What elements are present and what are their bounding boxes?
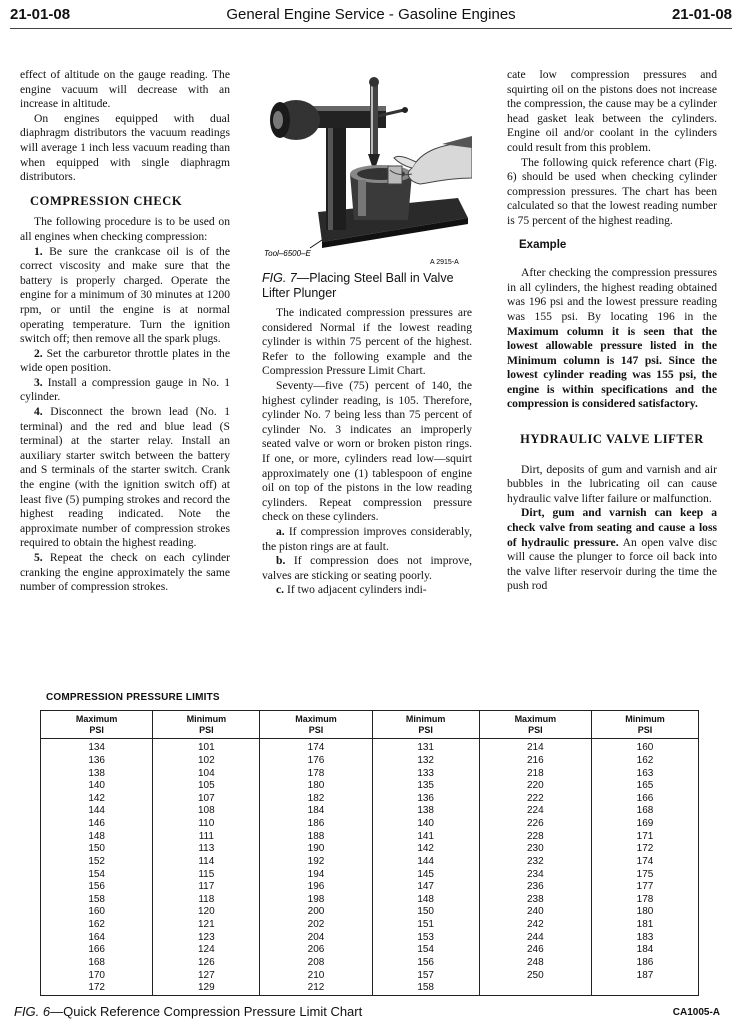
table-cell: 208 bbox=[260, 957, 372, 970]
table-cell: 226 bbox=[479, 818, 591, 831]
table-cell: 230 bbox=[479, 843, 591, 856]
table-cell: 170 bbox=[41, 970, 153, 983]
table-cell: 154 bbox=[372, 944, 479, 957]
table-cell: 177 bbox=[591, 881, 698, 894]
step-number: 3. bbox=[34, 375, 43, 389]
table-cell: 135 bbox=[372, 780, 479, 793]
column-header-line: Maximum bbox=[75, 714, 118, 724]
table-cell: 107 bbox=[153, 793, 260, 806]
column-2 bbox=[262, 306, 472, 598]
table-cell: 204 bbox=[260, 932, 372, 945]
table-cell: 151 bbox=[372, 919, 479, 932]
table-row bbox=[41, 805, 699, 818]
step-5 bbox=[20, 551, 230, 595]
table-cell: 156 bbox=[41, 881, 153, 894]
table-row bbox=[41, 906, 699, 919]
figure-6-caption bbox=[14, 1004, 362, 1019]
column-header-line: Maximum bbox=[295, 714, 337, 724]
table-row bbox=[41, 755, 699, 768]
table-cell: 168 bbox=[41, 957, 153, 970]
table-cell: 144 bbox=[372, 856, 479, 869]
column-header-line: PSI bbox=[199, 725, 214, 735]
example-heading: Example bbox=[519, 238, 567, 251]
page-header bbox=[10, 6, 732, 29]
table-row bbox=[41, 768, 699, 781]
table-cell: 148 bbox=[41, 831, 153, 844]
table-cell: 180 bbox=[591, 906, 698, 919]
figure-7-tool-label: Tool–6500–E bbox=[264, 249, 311, 258]
item-text: If compression improves considerably, the piston rings are at fault. bbox=[262, 524, 472, 553]
table-cell: 238 bbox=[479, 894, 591, 907]
table-cell: 123 bbox=[153, 932, 260, 945]
table-cell: 150 bbox=[372, 906, 479, 919]
table-cell: 184 bbox=[591, 944, 698, 957]
paragraph-text: An open valve disc will cause the plunger to force oil back into the valve lifter reservoir during the time the push rod bbox=[507, 535, 717, 593]
table-cell: 180 bbox=[260, 780, 372, 793]
table-cell: 194 bbox=[260, 869, 372, 882]
table-cell: 181 bbox=[591, 919, 698, 932]
figure-6-caption-text: —Quick Reference Compression Pressure Limit Chart bbox=[50, 1004, 363, 1019]
table-cell: 131 bbox=[372, 739, 479, 755]
table-cell: 124 bbox=[153, 944, 260, 957]
table-cell: 165 bbox=[591, 780, 698, 793]
column-header bbox=[260, 711, 372, 739]
table-cell: 162 bbox=[591, 755, 698, 768]
step-text: Install a compression gauge in No. 1 cylinder. bbox=[20, 375, 230, 404]
table-cell: 188 bbox=[260, 831, 372, 844]
table-cell: 121 bbox=[153, 919, 260, 932]
table-cell: 113 bbox=[153, 843, 260, 856]
step-text: Set the carburetor throttle plates in the wide open position. bbox=[20, 346, 230, 375]
table-cell: 246 bbox=[479, 944, 591, 957]
table-cell: 144 bbox=[41, 805, 153, 818]
column-header-line: Minimum bbox=[405, 714, 446, 724]
table-cell: 115 bbox=[153, 869, 260, 882]
table-cell: 127 bbox=[153, 970, 260, 983]
item-a bbox=[262, 525, 472, 554]
table-cell: 196 bbox=[260, 881, 372, 894]
paragraph: Dirt, deposits of gum and varnish and air bubbles in the lubricating oil can cause hydraulic valve lifter failure or malfunction. bbox=[507, 462, 717, 505]
table-cell: 202 bbox=[260, 919, 372, 932]
table-cell: 250 bbox=[479, 970, 591, 983]
table-cell: 150 bbox=[41, 843, 153, 856]
table-cell: 158 bbox=[372, 982, 479, 995]
figure-7-illustration bbox=[262, 70, 472, 268]
table-cell: 129 bbox=[153, 982, 260, 995]
table-cell: 178 bbox=[260, 768, 372, 781]
table-cell bbox=[591, 982, 698, 995]
table-cell: 114 bbox=[153, 856, 260, 869]
table-cell: 187 bbox=[591, 970, 698, 983]
table-cell: 222 bbox=[479, 793, 591, 806]
table-cell: 163 bbox=[591, 768, 698, 781]
paragraph: The following quick reference chart (Fig. 6) should be used when checking cylinder compression pressures. The chart has been calculated so that the lowest reading number is 75 percent of the highest reading. bbox=[507, 155, 717, 227]
table-row bbox=[41, 957, 699, 970]
table-cell: 212 bbox=[260, 982, 372, 995]
page-title: General Engine Service - Gasoline Engines bbox=[226, 6, 516, 23]
table-cell: 175 bbox=[591, 869, 698, 882]
paragraph: effect of altitude on the gauge reading. The engine vacuum will decrease with an increase in altitude. bbox=[20, 68, 230, 111]
table-cell: 174 bbox=[260, 739, 372, 755]
paragraph: The indicated compression pressures are considered Normal if the lowest reading cylinder is within 75 percent of the highest. Refer to the following example and the Compression Pressure Limit Chart. bbox=[262, 306, 472, 378]
table-row bbox=[41, 944, 699, 957]
table-row bbox=[41, 793, 699, 806]
compression-pressure-limits-table bbox=[40, 710, 699, 996]
column-header bbox=[479, 711, 591, 739]
table-cell bbox=[479, 982, 591, 995]
table-cell: 148 bbox=[372, 894, 479, 907]
step-number: 1. bbox=[34, 244, 43, 258]
table-cell: 146 bbox=[41, 818, 153, 831]
table-cell: 190 bbox=[260, 843, 372, 856]
table-row bbox=[41, 843, 699, 856]
table-cell: 101 bbox=[153, 739, 260, 755]
table-cell: 244 bbox=[479, 932, 591, 945]
table-cell: 111 bbox=[153, 831, 260, 844]
table-cell: 147 bbox=[372, 881, 479, 894]
table-header-row bbox=[41, 711, 699, 739]
item-label: a. bbox=[276, 524, 285, 538]
table-cell: 172 bbox=[41, 982, 153, 995]
table-cell: 145 bbox=[372, 869, 479, 882]
table-cell: 105 bbox=[153, 780, 260, 793]
column-header-line: Minimum bbox=[186, 714, 227, 724]
table-cell: 140 bbox=[41, 780, 153, 793]
table-cell: 153 bbox=[372, 932, 479, 945]
column-header bbox=[372, 711, 479, 739]
table-cell: 138 bbox=[41, 768, 153, 781]
table-cell: 157 bbox=[372, 970, 479, 983]
table-row bbox=[41, 780, 699, 793]
table-cell: 164 bbox=[41, 932, 153, 945]
column-header-line: Maximum bbox=[514, 714, 557, 724]
paragraph bbox=[507, 266, 717, 412]
item-text: If two adjacent cylinders indi- bbox=[286, 583, 427, 597]
figure-7-art-code: A 2915-A bbox=[430, 259, 459, 266]
table-cell: 198 bbox=[260, 894, 372, 907]
table-cell: 220 bbox=[479, 780, 591, 793]
table-cell: 160 bbox=[591, 739, 698, 755]
table-cell: 156 bbox=[372, 957, 479, 970]
table-cell: 186 bbox=[260, 818, 372, 831]
table-cell: 186 bbox=[591, 957, 698, 970]
table-cell: 228 bbox=[479, 831, 591, 844]
section-heading-hydraulic-valve-lifter: HYDRAULIC VALVE LIFTER bbox=[520, 432, 704, 447]
step-2 bbox=[20, 347, 230, 376]
table-cell: 242 bbox=[479, 919, 591, 932]
item-label: c. bbox=[276, 583, 285, 597]
page-number-left: 21-01-08 bbox=[10, 6, 71, 23]
table-row bbox=[41, 856, 699, 869]
figure-7-caption bbox=[262, 271, 477, 301]
table-cell: 168 bbox=[591, 805, 698, 818]
column-header bbox=[41, 711, 153, 739]
column-3 bbox=[507, 68, 717, 594]
step-number: 5. bbox=[34, 551, 43, 564]
table-cell: 117 bbox=[153, 881, 260, 894]
table-cell: 141 bbox=[372, 831, 479, 844]
item-text: If compression does not improve, valves are sticking or seating poorly. bbox=[262, 554, 472, 582]
table-cell: 210 bbox=[260, 970, 372, 983]
table-cell: 142 bbox=[41, 793, 153, 806]
table-cell: 236 bbox=[479, 881, 591, 894]
table-cell: 162 bbox=[41, 919, 153, 932]
table-cell: 174 bbox=[591, 856, 698, 869]
table-cell: 234 bbox=[479, 869, 591, 882]
table-cell: 138 bbox=[372, 805, 479, 818]
step-4 bbox=[20, 405, 230, 551]
paragraph-bold-text: Maximum column it is seen that the lowest allowable pressure listed in the Minimum column is 147 psi. Since the lowest cylinder reading was 155 psi, the engine is within specifications and the compression is considered satisfactory. bbox=[507, 324, 717, 411]
table-cell: 160 bbox=[41, 906, 153, 919]
table-cell: 108 bbox=[153, 805, 260, 818]
tool-press-drawing bbox=[270, 77, 472, 248]
table-cell: 142 bbox=[372, 843, 479, 856]
figure-6-label: FIG. 6 bbox=[14, 1004, 51, 1019]
table-row bbox=[41, 932, 699, 945]
step-1 bbox=[20, 245, 230, 347]
figure-7-caption-text: —Placing Steel Ball in Valve Lifter Plunger bbox=[262, 271, 454, 300]
paragraph: Seventy—five (75) percent of 140, the highest cylinder reading, is 105. Therefore, cylinder No. 7 being less than 75 percent of cylinder No. 3 indicates an improperly seated valve or worn or broken piston rings. If one, or more, cylinders read low—squirt approximately one (1) tablespoon of engine oil on top of the pistons in the low reading cylinders. Repeat compression pressure check on these cylinders. bbox=[262, 378, 472, 524]
table-cell: 126 bbox=[153, 957, 260, 970]
column-header-line: Minimum bbox=[625, 714, 665, 724]
table-cell: 120 bbox=[153, 906, 260, 919]
table-cell: 182 bbox=[260, 793, 372, 806]
table-cell: 102 bbox=[153, 755, 260, 768]
table-row bbox=[41, 982, 699, 995]
column-1 bbox=[20, 68, 230, 595]
item-c bbox=[262, 583, 472, 598]
paragraph: On engines equipped with dual diaphragm distributors the vacuum readings will average 1 inch less vacuum reading than when equipped with single diaphragm distributors. bbox=[20, 111, 230, 184]
section-heading-compression-check: COMPRESSION CHECK bbox=[30, 193, 183, 208]
table-cell: 184 bbox=[260, 805, 372, 818]
table-cell: 118 bbox=[153, 894, 260, 907]
column-header-line: PSI bbox=[308, 725, 324, 735]
column-header bbox=[153, 711, 260, 739]
table-cell: 183 bbox=[591, 932, 698, 945]
table-cell: 158 bbox=[41, 894, 153, 907]
table-cell: 133 bbox=[372, 768, 479, 781]
paragraph: The following procedure is to be used on all engines when checking compression: bbox=[20, 215, 230, 243]
table-cell: 232 bbox=[479, 856, 591, 869]
table-cell: 134 bbox=[41, 739, 153, 755]
paragraph-bold-text: Dirt, gum and varnish can keep a check valve from seating and cause a loss of hydraulic pressure. bbox=[507, 506, 717, 549]
table-row bbox=[41, 970, 699, 983]
table-cell: 140 bbox=[372, 818, 479, 831]
column-header bbox=[591, 711, 698, 739]
table-cell: 200 bbox=[260, 906, 372, 919]
step-number: 2. bbox=[34, 346, 43, 360]
table-row bbox=[41, 818, 699, 831]
table-cell: 172 bbox=[591, 843, 698, 856]
step-text: Disconnect the brown lead (No. 1 terminal) and the red and blue lead (S terminal) at the starter relay. Install an auxiliary starter switch between the battery and S terminals of the starter switch. Crank the engine (with the ignition switch off) at least five (5) pumping strokes and record the highest reading indicated. Note the approximate number of compression strokes required to obtain the highest reading. bbox=[20, 405, 230, 550]
table-cell: 136 bbox=[372, 793, 479, 806]
table-cell: 206 bbox=[260, 944, 372, 957]
paragraph bbox=[507, 506, 717, 594]
column-header-line: PSI bbox=[418, 725, 433, 735]
table-cell: 152 bbox=[41, 856, 153, 869]
table-row bbox=[41, 869, 699, 882]
figure-7-label: FIG. 7 bbox=[262, 271, 297, 285]
table-cell: 104 bbox=[153, 768, 260, 781]
step-number: 4. bbox=[34, 405, 43, 419]
table-cell: 166 bbox=[41, 944, 153, 957]
table-cell: 136 bbox=[41, 755, 153, 768]
table-row bbox=[41, 831, 699, 844]
table-cell: 240 bbox=[479, 906, 591, 919]
table-cell: 169 bbox=[591, 818, 698, 831]
table-row bbox=[41, 894, 699, 907]
step-text: Be sure the crankcase oil is of the correct viscosity and make sure that the battery is properly charged. Operate the engine for a minimum of 30 minutes at 1200 rpm, or until the engine is at normal operating temperature. Turn the ignition switch off; then remove all the spark plugs. bbox=[20, 244, 230, 346]
column-header-line: PSI bbox=[637, 725, 653, 735]
paragraph-text: After checking the compression pressures in all cylinders, the highest reading obtained was 196 psi and the lowest pressure reading was 155 psi. By locating 196 in the bbox=[507, 266, 717, 323]
table-cell: 132 bbox=[372, 755, 479, 768]
table-cell: 154 bbox=[41, 869, 153, 882]
table-row bbox=[41, 739, 699, 755]
table-cell: 192 bbox=[260, 856, 372, 869]
figure-6-code: CA1005-A bbox=[672, 1007, 720, 1018]
table-cell: 166 bbox=[591, 793, 698, 806]
table-cell: 110 bbox=[153, 818, 260, 831]
item-label: b. bbox=[276, 554, 286, 568]
table-cell: 171 bbox=[591, 831, 698, 844]
table-cell: 248 bbox=[479, 957, 591, 970]
step-3 bbox=[20, 376, 230, 405]
table-row bbox=[41, 919, 699, 932]
table-cell: 218 bbox=[479, 768, 591, 781]
column-header-line: PSI bbox=[528, 725, 543, 735]
table-cell: 176 bbox=[260, 755, 372, 768]
table-cell: 224 bbox=[479, 805, 591, 818]
page-number-right: 21-01-08 bbox=[671, 6, 732, 23]
table-row bbox=[41, 881, 699, 894]
item-b bbox=[262, 554, 472, 583]
table-cell: 214 bbox=[479, 739, 591, 755]
step-text: Repeat the check on each cylinder cranking the engine approximately the same number of compression strokes. bbox=[20, 551, 230, 594]
table-cell: 216 bbox=[479, 755, 591, 768]
table-cell: 178 bbox=[591, 894, 698, 907]
table-title: COMPRESSION PRESSURE LIMITS bbox=[46, 692, 220, 703]
column-header-line: PSI bbox=[89, 725, 104, 735]
paragraph: cate low compression pressures and squirting oil on the pistons does not increase the compression, the cause may be a cylinder head gasket leak between the cylinders. Engine oil and/or coolant in the cylinders could result from this problem. bbox=[507, 68, 717, 154]
